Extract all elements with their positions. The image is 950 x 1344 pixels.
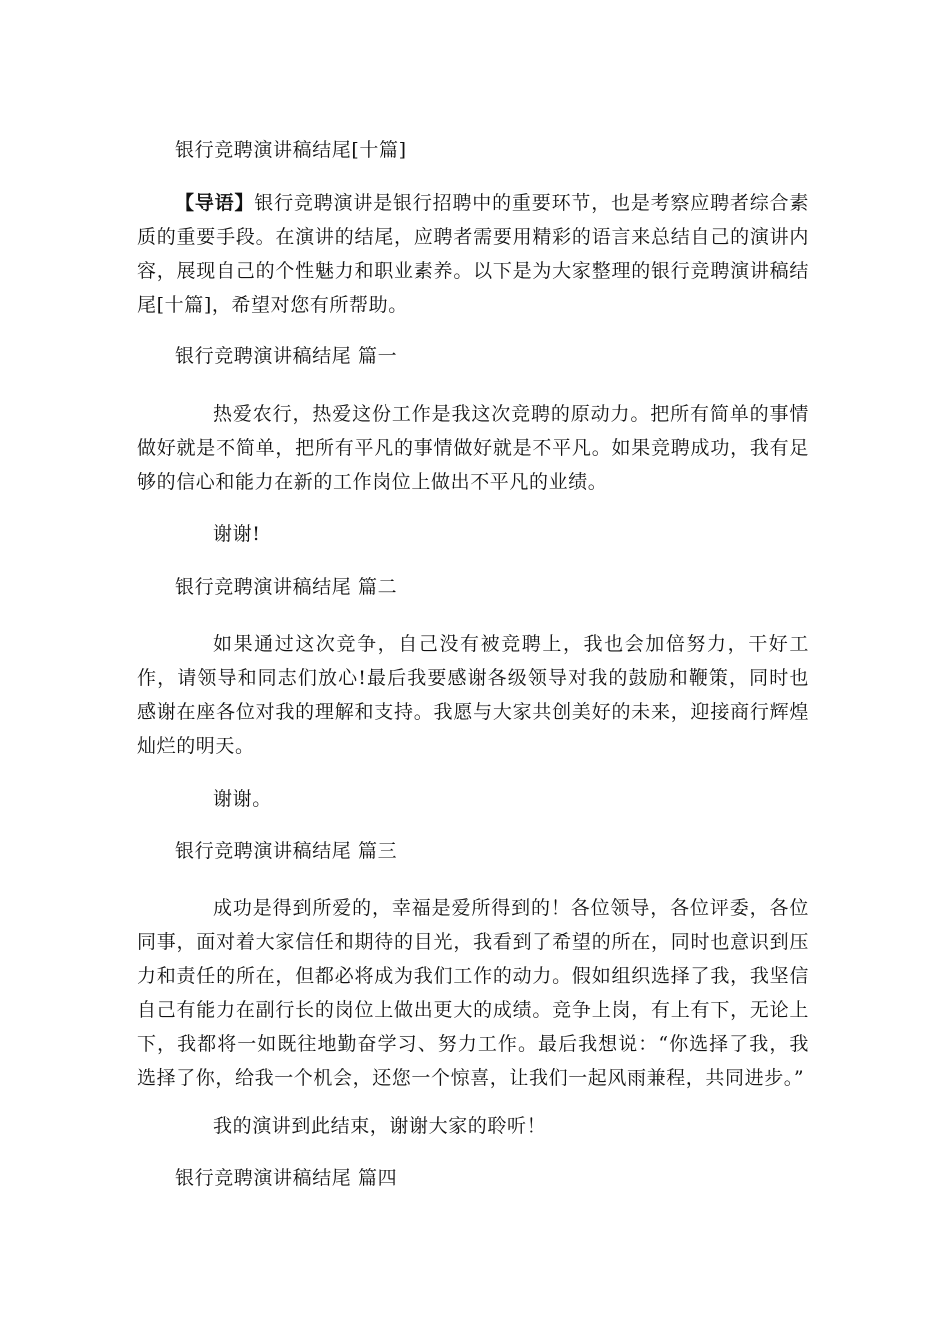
section-body-2: 如果通过这次竞争，自己没有被竞聘上，我也会加倍努力，干好工作，请领导和同志们放心!最后我要感谢各级领导对我的鼓励和鞭策，同时也感谢在座各位对我的理解和支持。我愿与大家共创美好的未来，迎接商行辉煌灿烂的明天。 bbox=[137, 633, 809, 757]
section-body-1: 热爱农行，热爱这份工作是我这次竞聘的原动力。把所有简单的事情做好就是不简单，把所有平凡的事情做好就是不平凡。如果竞聘成功，我有足够的信心和能力在新的工作岗位上做出不平凡的业绩。 bbox=[137, 403, 809, 493]
section-heading-3: 银行竞聘演讲稿结尾 篇三 bbox=[175, 840, 398, 862]
document-title: 银行竞聘演讲稿结尾[十篇] bbox=[175, 139, 407, 161]
section-closing-2: 谢谢。 bbox=[213, 788, 272, 810]
section-heading-1: 银行竞聘演讲稿结尾 篇一 bbox=[175, 345, 398, 367]
section-closing-3: 我的演讲到此结束，谢谢大家的聆听！ bbox=[213, 1115, 547, 1137]
section-closing-1: 谢谢! bbox=[213, 523, 261, 545]
intro-label: 【导语】 bbox=[175, 192, 255, 214]
section-body-3: 成功是得到所爱的，幸福是爱所得到的！各位领导，各位评委，各位同事，面对着大家信任和期待的目光，我看到了希望的所在，同时也意识到压力和责任的所在，但都必将成为我们工作的动力。假如组织选择了我，我坚信自己有能力在副行长的岗位上做出更大的成绩。竞争上岗，有上有下，无论上下，我都将一如既往地勤奋学习、努力工作。最后我想说：“你选择了我，我选择了你，给我一个机会，还您一个惊喜，让我们一起风雨兼程，共同进步。” bbox=[137, 897, 809, 1089]
intro-text: 银行竞聘演讲是银行招聘中的重要环节，也是考察应聘者综合素质的重要手段。在演讲的结尾，应聘者需要用精彩的语言来总结自己的演讲内容，展现自己的个性魅力和职业素养。以下是为大家整理的银行竞聘演讲稿结尾[十篇]，希望对您有所帮助。 bbox=[137, 192, 809, 316]
intro-paragraph bbox=[137, 186, 809, 322]
section-heading-4: 银行竞聘演讲稿结尾 篇四 bbox=[175, 1167, 398, 1189]
section-heading-2: 银行竞聘演讲稿结尾 篇二 bbox=[175, 576, 398, 598]
